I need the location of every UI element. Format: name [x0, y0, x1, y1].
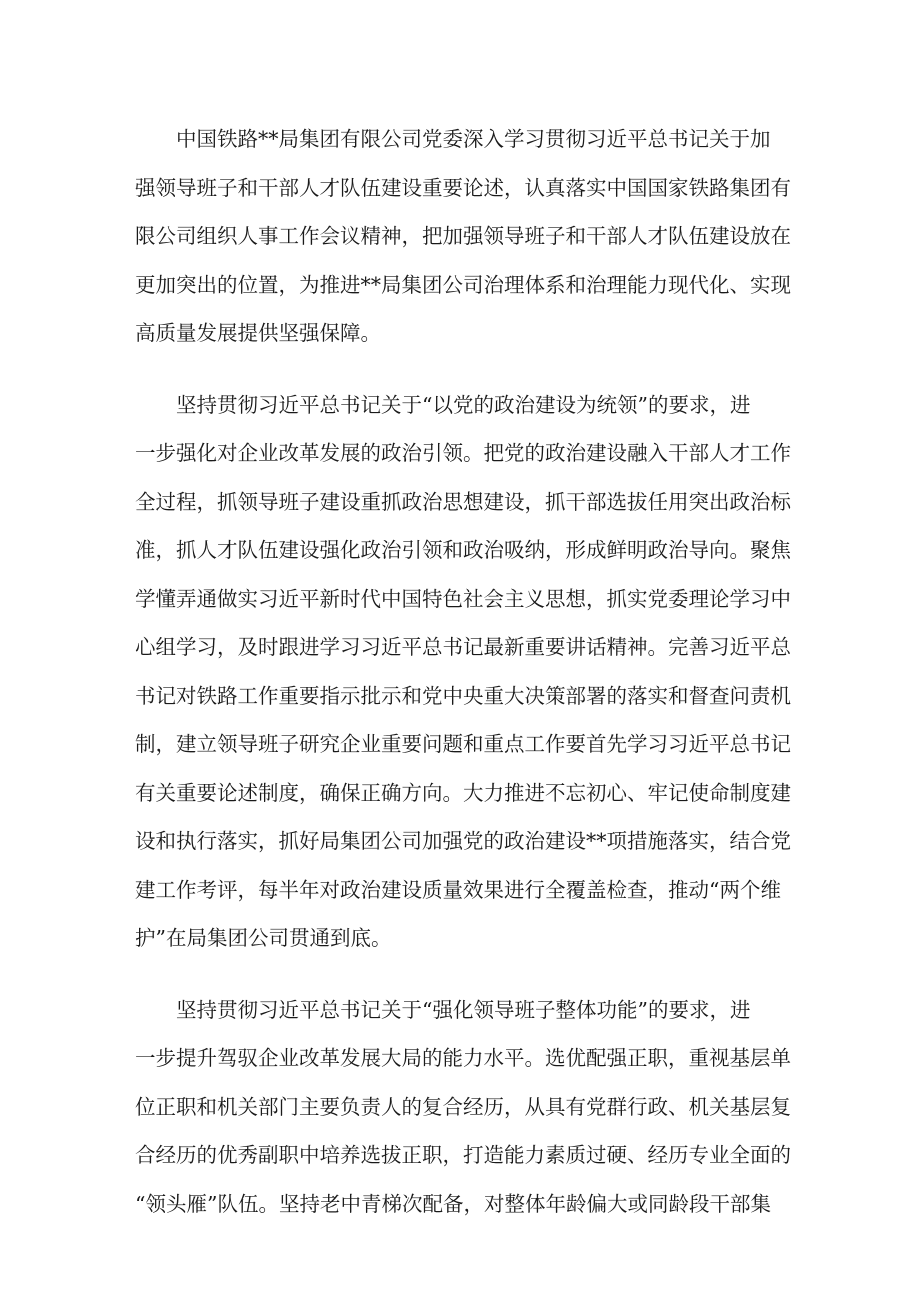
text-line: 心组学习，及时跟进学习习近平总书记最新重要讲话精神。完善习近平总	[135, 635, 791, 659]
text-line: 一步提升驾驭企业改革发展大局的能力水平。选优配强正职，重视基层单	[135, 1046, 791, 1070]
text-line: 全过程，抓领导班子建设重抓政治思想建设，抓干部选拔任用突出政治标	[135, 489, 791, 514]
text-line: 建工作考评，每半年对政治建设质量效果进行全覆盖检查，推动“两个维	[135, 877, 781, 902]
text-line: 位正职和机关部门主要负责人的复合经历，从具有党群行政、机关基层复	[135, 1094, 791, 1119]
text-line: 学懂弄通做实习近平新时代中国特色社会主义思想，抓实党委理论学习中	[135, 586, 791, 611]
text-line: 设和执行落实，抓好局集团公司加强党的政治建设**项措施落实，结合党	[135, 829, 791, 853]
text-line: 强领导班子和干部人才队伍建设重要论述，认真落实中国国家铁路集团有	[135, 175, 791, 200]
text-line: 限公司组织人事工作会议精神，把加强领导班子和干部人才队伍建设放在	[135, 224, 791, 248]
text-line: 坚持贯彻习近平总书记关于“强化领导班子整体功能”的要求，进	[176, 997, 751, 1022]
text-line: 护”在局集团公司贯通到底。	[135, 926, 392, 950]
text-line: 制，建立领导班子研究企业重要问题和重点工作要首先学习习近平总书记	[135, 732, 791, 756]
text-line: “领头雁”队伍。坚持老中青梯次配备，对整体年龄偏大或同龄段干部集	[135, 1191, 771, 1216]
text-line: 一步强化对企业改革发展的政治引领。把党的政治建设融入干部人才工作	[135, 441, 791, 465]
text-line: 坚持贯彻习近平总书记关于“以党的政治建设为统领”的要求，进	[176, 392, 751, 417]
text-line: 更加突出的位置，为推进**局集团公司治理体系和治理能力现代化、实现	[135, 272, 791, 297]
text-line: 合经历的优秀副职中培养选拔正职，打造能力素质过硬、经历专业全面的	[135, 1143, 791, 1167]
text-line: 中国铁路**局集团有限公司党委深入学习贯彻习近平总书记关于加	[176, 127, 771, 151]
paragraph	[135, 115, 791, 358]
text-line: 准，抓人才队伍建设强化政治引领和政治吸纳，形成鲜明政治导向。聚焦	[135, 538, 791, 562]
text-line: 有关重要论述制度，确保正确方向。大力推进不忘初心、牢记使命制度建	[135, 780, 791, 805]
text-line: 高质量发展提供坚强保障。	[135, 321, 381, 345]
document-body	[135, 115, 791, 1251]
paragraph	[135, 986, 791, 1229]
paragraph	[135, 381, 791, 963]
text-line: 书记对铁路工作重要指示批示和党中央重大决策部署的落实和督查问责机	[135, 683, 791, 708]
